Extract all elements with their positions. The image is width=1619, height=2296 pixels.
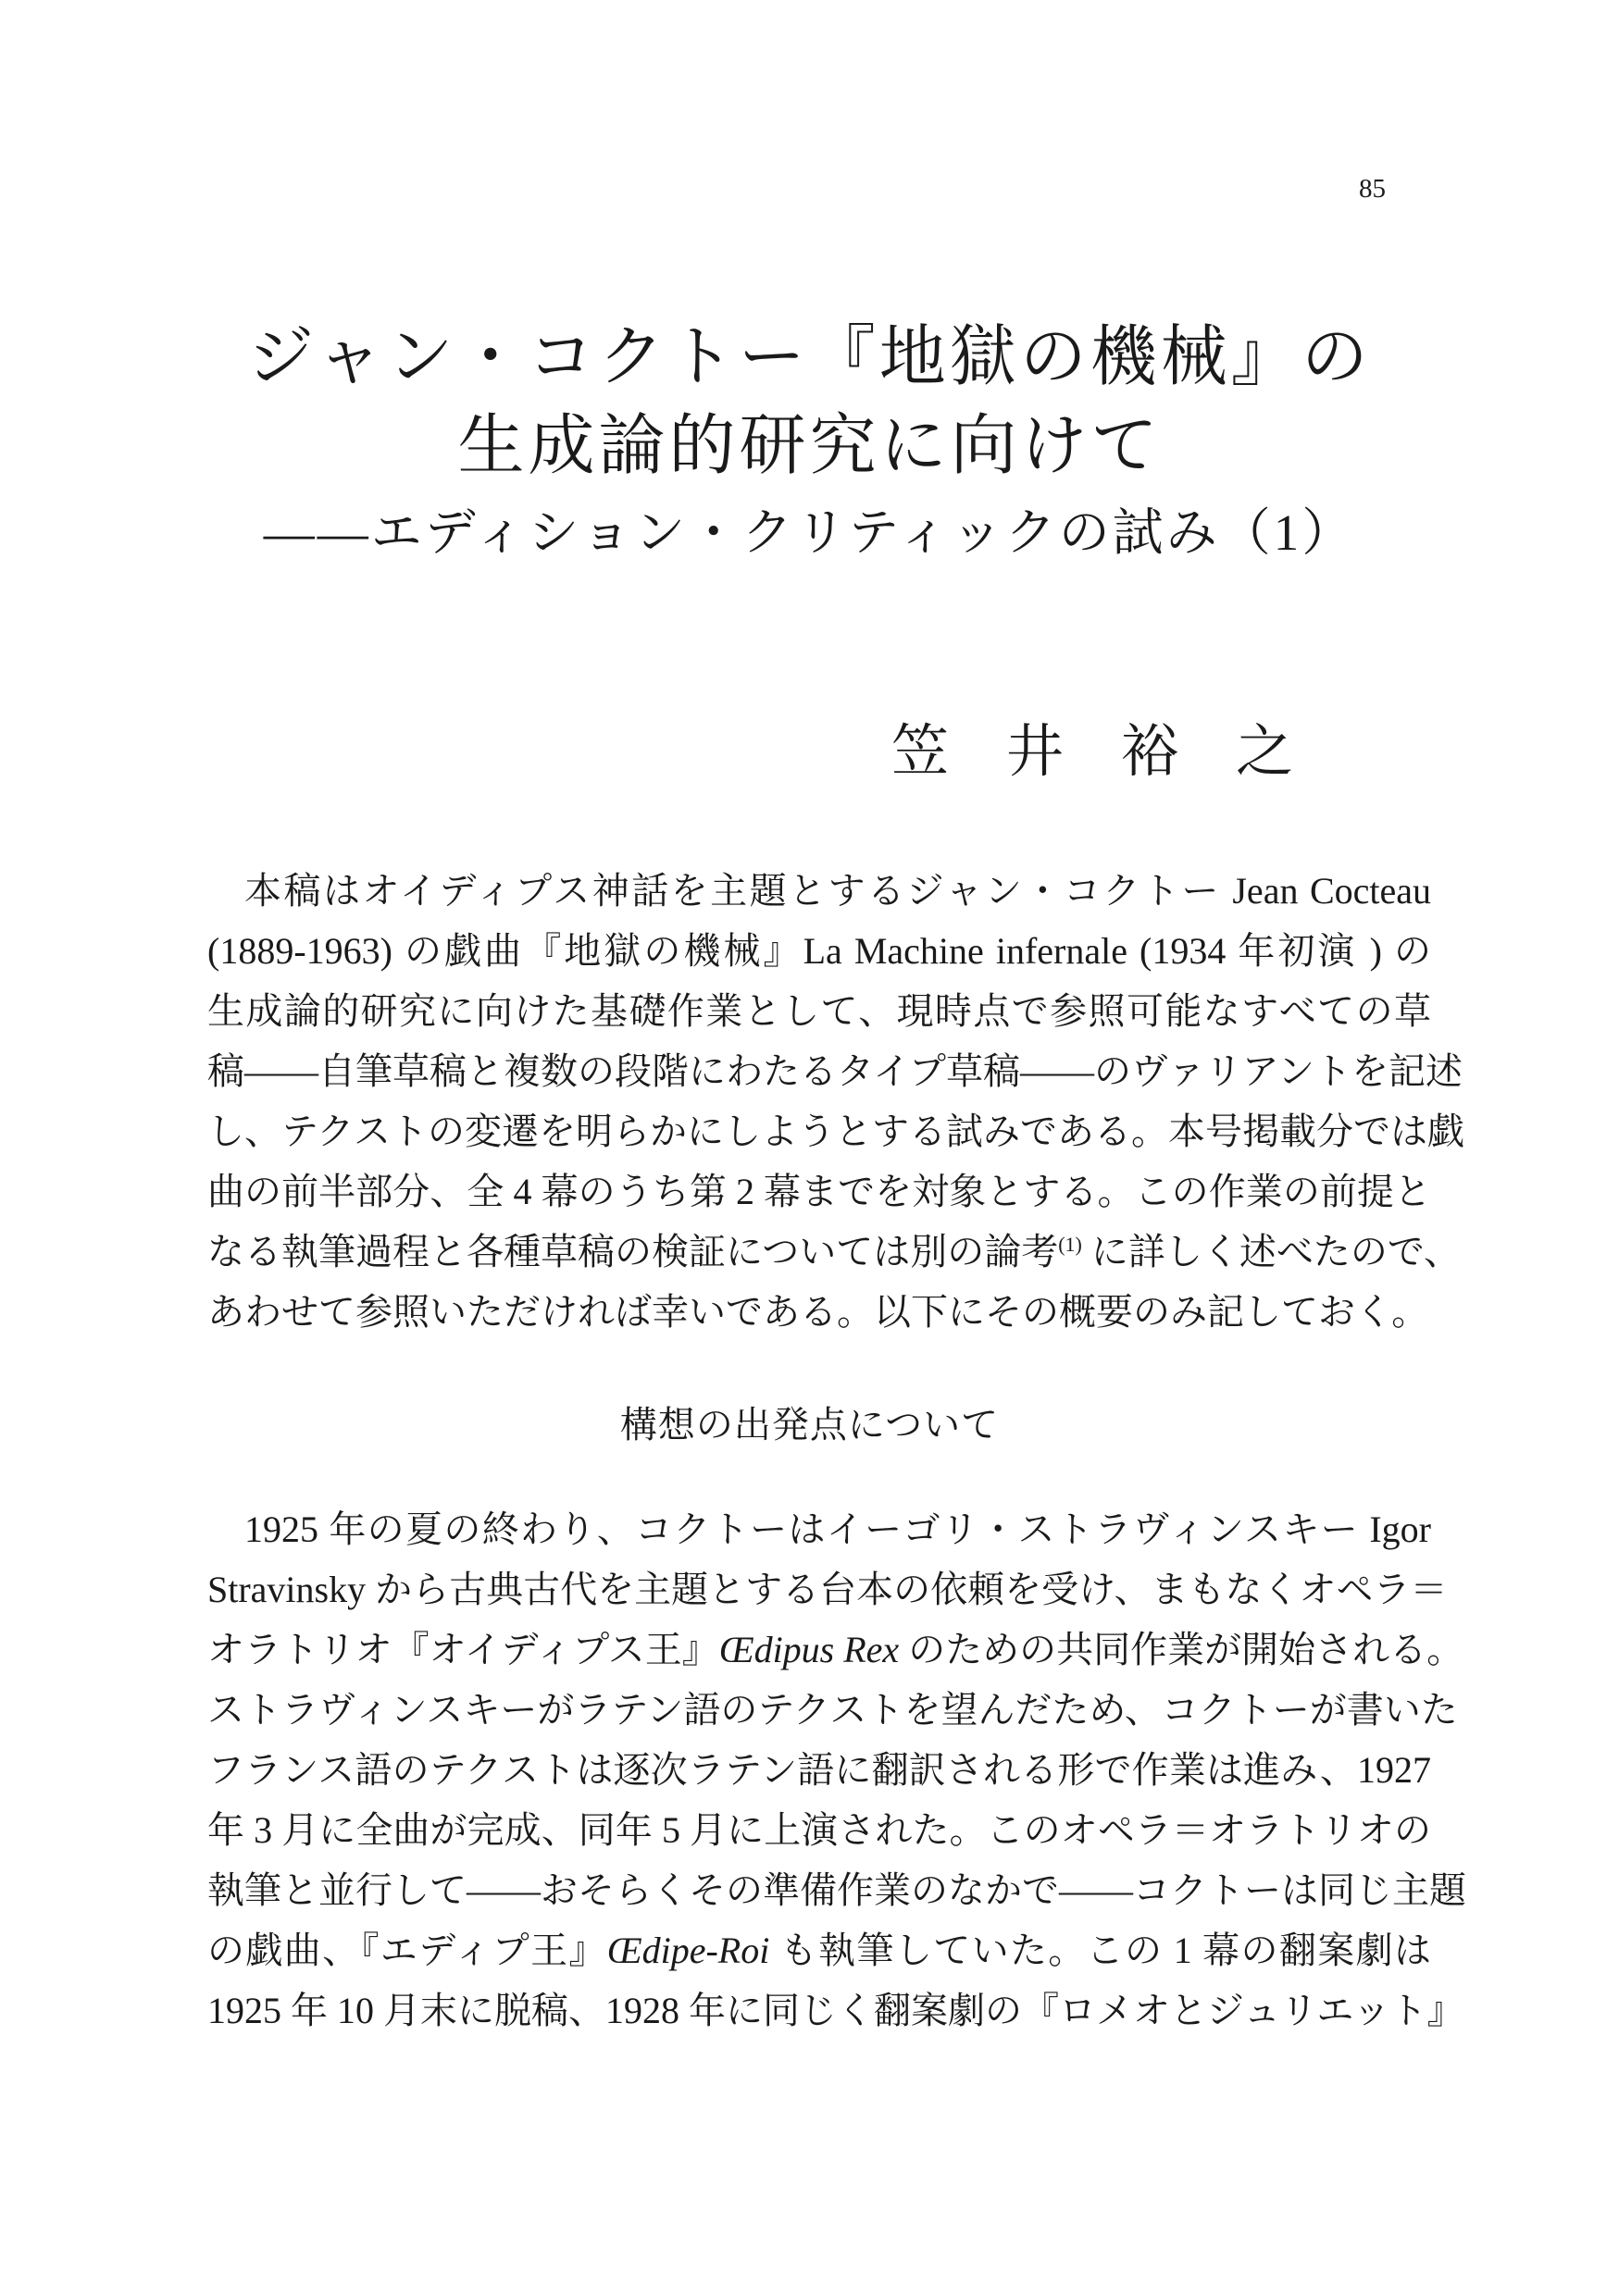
- abstract-paragraph: [207, 861, 1464, 1342]
- body-text: のための共同作業が開始される。: [899, 1629, 1464, 1670]
- body-line: フランス語のテクストは逐次ラテン語に翻訳される形で作業は進み、1927: [207, 1749, 1431, 1791]
- article-title-line-1: ジャン・コクトー『地獄の機械』の: [247, 320, 1372, 394]
- abstract-line: (1889-1963) の戯曲『地獄の機械』La Machine infernale (1934 年初演 ) の: [207, 930, 1431, 972]
- body-line: Stravinsky から古典古代を主題とする台本の依頼を受け、まもなくオペラ＝: [207, 1569, 1448, 1610]
- abstract-text: なる執筆過程と各種草稿の検証については別の論考: [207, 1231, 1059, 1272]
- body-text: も執筆していた。この 1 幕の翻案劇は: [769, 1930, 1431, 1971]
- body-line: 1925 年の夏の終わり、コクトーはイーゴリ・ストラヴィンスキー Igor: [244, 1508, 1431, 1550]
- article-subtitle: ――エディション・クリティックの試み（1）: [263, 504, 1356, 561]
- body-line: [207, 1920, 1431, 1980]
- footnote-marker[interactable]: (1): [1058, 1233, 1082, 1256]
- section-heading: 構想の出発点について: [619, 1404, 1000, 1446]
- body-line: ストラヴィンスキーがラテン語のテクストを望んだため、コクトーが書いた: [207, 1689, 1458, 1731]
- body-text: オラトリオ『オイディプス王』: [207, 1629, 719, 1670]
- title-block: [0, 313, 1619, 570]
- italic-title: Œdipus Rex: [718, 1629, 900, 1670]
- author-name: 笠井裕之: [890, 721, 1351, 784]
- italic-title: Œdipe-Roi: [606, 1930, 770, 1971]
- body-line: 執筆と並行して――おそらくその準備作業のなかで――コクトーは同じ主題: [207, 1869, 1466, 1911]
- main-paragraph: [207, 1499, 1466, 2041]
- abstract-line: あわせて参照いただければ幸いである。以下にその概要のみ記しておく。: [207, 1291, 1429, 1333]
- abstract-line: [207, 1222, 1462, 1282]
- abstract-line: 曲の前半部分、全 4 幕のうち第 2 幕までを対象とする。この作業の前提と: [207, 1171, 1431, 1212]
- abstract-line: し、テクストの変遷を明らかにしようとする試みである。本号掲載分では戯: [207, 1111, 1464, 1152]
- body-text: の戯曲、『エディプ王』: [207, 1930, 607, 1971]
- article-title-line-2: 生成論的研究に向けて: [457, 409, 1162, 483]
- body-line: 1925 年 10 月末に脱稿、1928 年に同じく翻案劇の『ロメオとジュリエット』: [207, 1990, 1464, 2031]
- abstract-line: 稿――自筆草稿と複数の段階にわたるタイプ草稿――のヴァリアントを記述: [207, 1050, 1463, 1092]
- body-line: [207, 1620, 1464, 1680]
- body-line: 年 3 月に全曲が完成、同年 5 月に上演された。このオペラ＝オラトリオの: [207, 1809, 1431, 1851]
- abstract-line: 生成論的研究に向けた基礎作業として、現時点で参照可能なすべての草: [207, 990, 1431, 1032]
- abstract-line: 本稿はオイディプス神話を主題とするジャン・コクトー Jean Cocteau: [244, 870, 1431, 912]
- page-number: 85: [1359, 174, 1386, 204]
- abstract-text: に詳しく述べたので、: [1081, 1231, 1462, 1272]
